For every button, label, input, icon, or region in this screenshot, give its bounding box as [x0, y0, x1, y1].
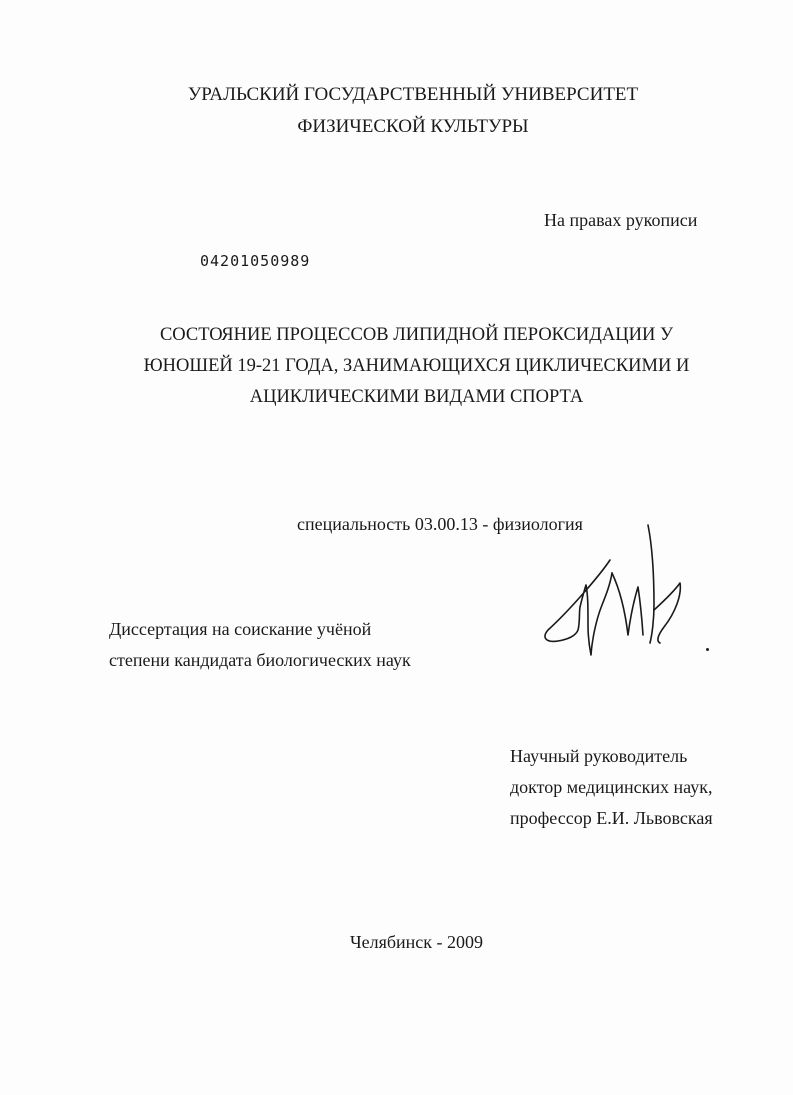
rights-note: На правах рукописи [544, 210, 698, 230]
supervisor-line-1: Научный руководитель [510, 746, 688, 766]
supervisor-line-2: доктор медицинских наук, [510, 777, 713, 797]
university-name-line-1: УРАЛЬСКИЙ ГОСУДАРСТВЕННЫЙ УНИВЕРСИТЕТ [187, 84, 639, 105]
ink-dot [706, 648, 709, 651]
dissertation-line-2: степени кандидата биологических наук [109, 650, 411, 670]
dissertation-line-1: Диссертация на соискание учёной [109, 619, 372, 639]
thesis-title-line-1: СОСТОЯНИЕ ПРОЦЕССОВ ЛИПИДНОЙ ПЕРОКСИДАЦИИ У [159, 325, 674, 345]
handwritten-signature [530, 515, 730, 665]
thesis-title-line-3: АЦИКЛИЧЕСКИМИ ВИДАМИ СПОРТА [249, 387, 584, 407]
registration-number-stamp: 04201050989 [200, 252, 311, 270]
specialty-line: специальность 03.00.13 - физиология [297, 514, 583, 534]
thesis-title-line-2: ЮНОШЕЙ 19-21 ГОДА, ЗАНИМАЮЩИХСЯ ЦИКЛИЧЕСКИМИ И [143, 356, 690, 376]
supervisor-line-3: профессор Е.И. Львовская [510, 808, 713, 828]
university-name-line-2: ФИЗИЧЕСКОЙ КУЛЬТУРЫ [297, 116, 529, 137]
city-year: Челябинск - 2009 [349, 932, 484, 952]
